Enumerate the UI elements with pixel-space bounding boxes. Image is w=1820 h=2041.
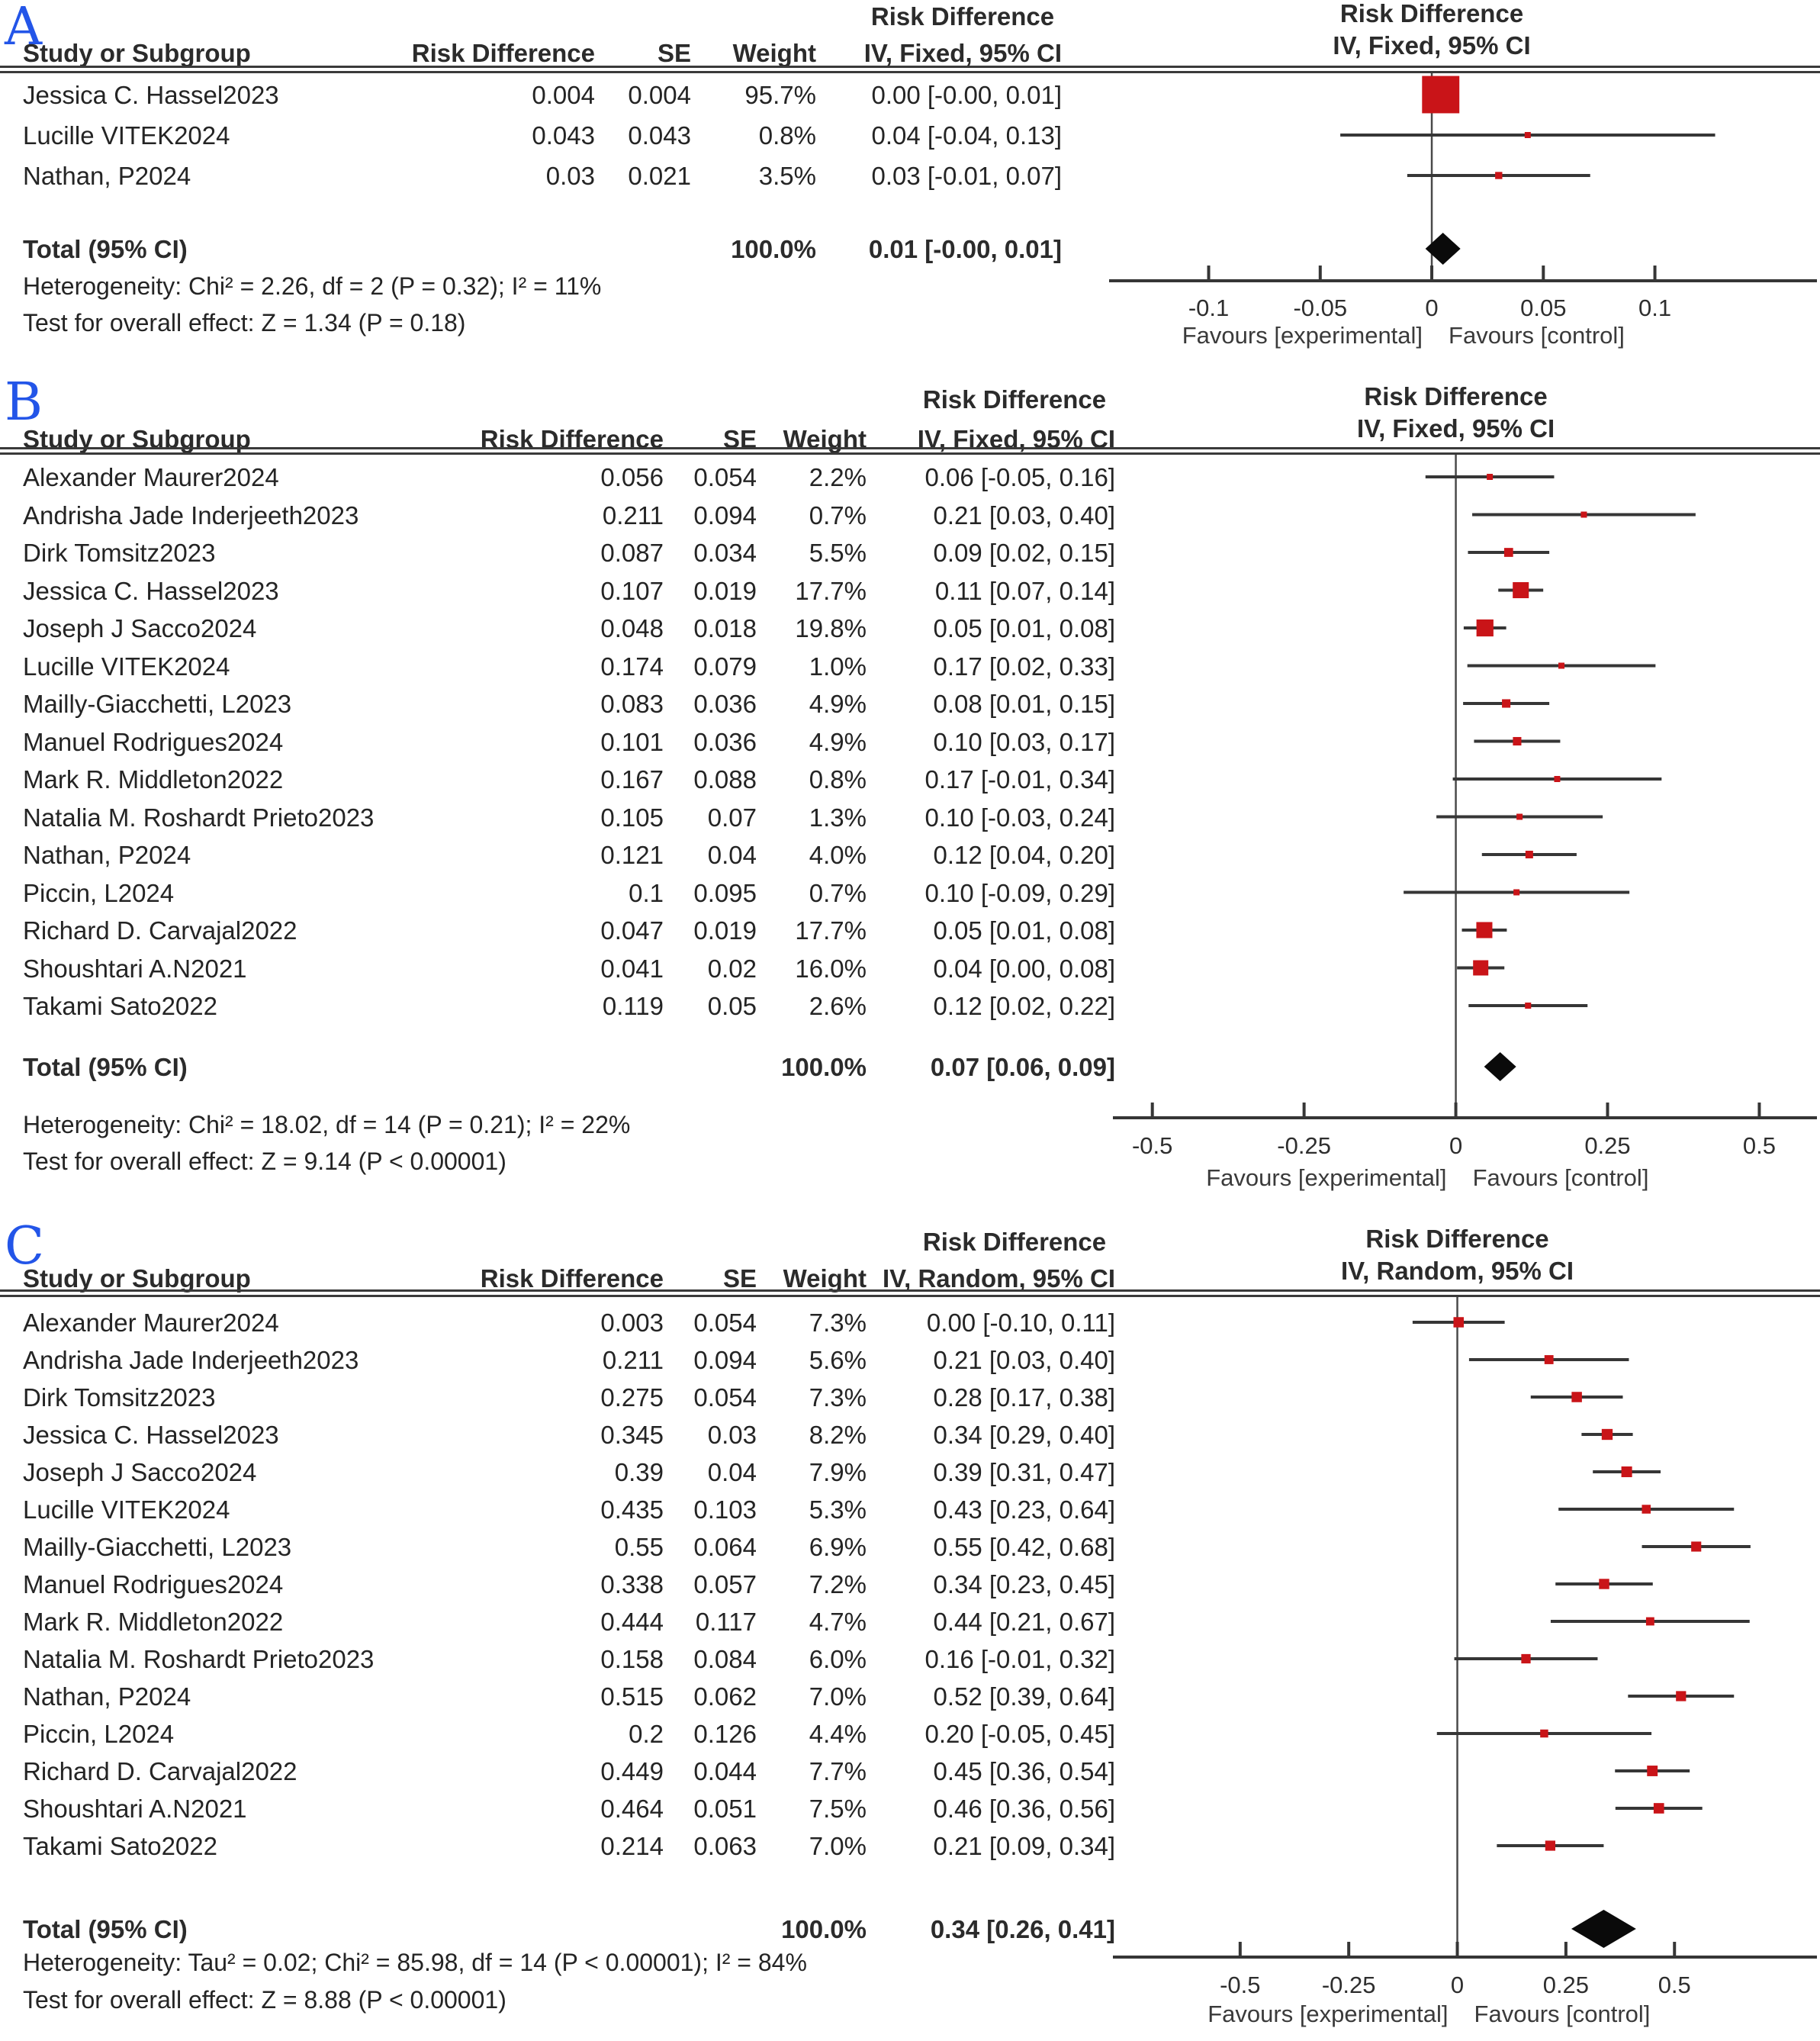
weight-value: 4.7% <box>809 1608 867 1636</box>
study-name: Dirk Tomsitz2023 <box>23 1383 216 1412</box>
se-value: 0.079 <box>693 652 757 681</box>
ci-text-value: 0.17 [0.02, 0.33] <box>933 652 1115 681</box>
overall-effect-text: Test for overall effect: Z = 8.88 (P < 0.00001) <box>23 1986 506 2014</box>
effect-marker <box>1513 582 1529 598</box>
study-name: Richard D. Carvajal2022 <box>23 1757 297 1785</box>
risk-difference-value: 0.056 <box>600 463 664 491</box>
se-value: 0.057 <box>693 1570 757 1598</box>
summary-diamond <box>1484 1052 1516 1081</box>
weight-value: 8.2% <box>809 1421 867 1449</box>
ci-text-value: 0.09 [0.02, 0.15] <box>933 539 1115 567</box>
effect-marker <box>1599 1579 1609 1589</box>
risk-difference-value: 0.158 <box>600 1645 664 1673</box>
ci-text-value: 0.05 [0.01, 0.08] <box>933 614 1115 642</box>
total-ci: 0.07 [0.06, 0.09] <box>930 1053 1115 1081</box>
favours-left-label: Favours [experimental] <box>1206 1164 1447 1191</box>
risk-difference-value: 0.101 <box>600 727 664 756</box>
effect-marker <box>1525 132 1531 138</box>
study-name: Shoushtari A.N2021 <box>23 1795 247 1823</box>
effect-marker <box>1580 512 1587 518</box>
ci-text-value: 0.03 [-0.01, 0.07] <box>871 162 1062 190</box>
effect-marker <box>1473 961 1488 976</box>
weight-value: 0.8% <box>809 765 867 794</box>
axis-tick-label: -0.5 <box>1131 1132 1173 1159</box>
effect-marker <box>1502 699 1510 707</box>
weight-value: 5.6% <box>809 1346 867 1374</box>
axis-tick-label: 0 <box>1449 1132 1463 1159</box>
effect-marker <box>1622 1466 1632 1477</box>
effect-marker <box>1504 548 1513 557</box>
ci-text-value: 0.21 [0.03, 0.40] <box>933 501 1115 530</box>
effect-marker <box>1525 1003 1531 1009</box>
weight-value: 6.9% <box>809 1533 867 1561</box>
weight-value: 2.2% <box>809 463 867 491</box>
heterogeneity-text: Heterogeneity: Chi² = 2.26, df = 2 (P = 0.32); I² = 11% <box>23 272 602 300</box>
study-name: Mark R. Middleton2022 <box>23 1608 284 1636</box>
weight-value: 0.7% <box>809 501 867 530</box>
risk-difference-value: 0.043 <box>532 121 595 150</box>
ci-text-value: 0.08 [0.01, 0.15] <box>933 690 1115 718</box>
se-value: 0.021 <box>628 162 691 190</box>
axis-tick-label: -0.25 <box>1321 1972 1376 1998</box>
se-value: 0.018 <box>693 614 757 642</box>
study-name: Piccin, L2024 <box>23 1720 175 1748</box>
weight-value: 17.7% <box>795 916 867 945</box>
column-header-weight: Weight <box>732 39 816 67</box>
se-value: 0.054 <box>693 1383 757 1412</box>
favours-left-label: Favours [experimental] <box>1207 2001 1449 2027</box>
effect-marker <box>1422 76 1459 114</box>
study-name: Jessica C. Hassel2023 <box>23 1421 279 1449</box>
total-weight: 100.0% <box>781 1915 867 1943</box>
effect-marker <box>1477 620 1494 636</box>
study-name: Nathan, P2024 <box>23 841 191 869</box>
ci-text-value: 0.10 [-0.03, 0.24] <box>924 803 1115 832</box>
total-ci: 0.01 [-0.00, 0.01] <box>868 235 1062 263</box>
study-name: Piccin, L2024 <box>23 878 175 907</box>
ci-text-value: 0.46 [0.36, 0.56] <box>933 1795 1115 1823</box>
panel-letter: A <box>5 0 43 57</box>
study-name: Mailly-Giacchetti, L2023 <box>23 1533 292 1561</box>
study-name: Mark R. Middleton2022 <box>23 765 284 794</box>
se-value: 0.019 <box>693 916 757 945</box>
axis-tick-label: -0.1 <box>1188 295 1230 321</box>
ci-text-value: 0.34 [0.23, 0.45] <box>933 1570 1115 1598</box>
risk-difference-value: 0.004 <box>532 81 595 109</box>
se-value: 0.07 <box>707 803 757 832</box>
ci-text-value: 0.00 [-0.00, 0.01] <box>871 81 1062 109</box>
risk-difference-value: 0.083 <box>600 690 664 718</box>
risk-difference-value: 0.275 <box>600 1383 664 1412</box>
ci-text-value: 0.12 [0.02, 0.22] <box>933 992 1115 1020</box>
favours-right-label: Favours [control] <box>1449 322 1625 349</box>
effect-marker <box>1516 814 1523 820</box>
column-header-weight: Weight <box>783 1264 867 1293</box>
ci-text-value: 0.28 [0.17, 0.38] <box>933 1383 1115 1412</box>
weight-value: 7.7% <box>809 1757 867 1785</box>
forest-plot-canvas <box>1110 366 1820 1213</box>
weight-value: 6.0% <box>809 1645 867 1673</box>
axis-tick-label: 0 <box>1450 1972 1465 1998</box>
effect-marker <box>1545 1355 1554 1364</box>
ci-text-value: 0.39 [0.31, 0.47] <box>933 1458 1115 1486</box>
se-value: 0.063 <box>693 1832 757 1860</box>
ci-text-value: 0.21 [0.03, 0.40] <box>933 1346 1115 1374</box>
risk-difference-value: 0.435 <box>600 1495 664 1524</box>
table-effect-header: Risk Difference <box>922 1228 1107 1256</box>
column-header-weight: Weight <box>783 425 867 453</box>
weight-value: 0.7% <box>809 878 867 907</box>
column-header-study: Study or Subgroup <box>23 1264 251 1293</box>
risk-difference-value: 0.107 <box>600 576 664 605</box>
se-value: 0.05 <box>707 992 757 1020</box>
study-name: Jessica C. Hassel2023 <box>23 576 279 605</box>
total-label: Total (95% CI) <box>23 1053 188 1081</box>
risk-difference-value: 0.338 <box>600 1570 664 1598</box>
ci-text-value: 0.04 [-0.04, 0.13] <box>871 121 1062 150</box>
se-value: 0.088 <box>693 765 757 794</box>
weight-value: 16.0% <box>795 954 867 983</box>
risk-difference-value: 0.105 <box>600 803 664 832</box>
weight-value: 4.0% <box>809 841 867 869</box>
risk-difference-value: 0.03 <box>545 162 595 190</box>
axis-tick-label: 0.05 <box>1520 295 1567 321</box>
study-name: Manuel Rodrigues2024 <box>23 1570 284 1598</box>
table-effect-header: Risk Difference <box>870 2 1055 31</box>
plot-effect-header: Risk Difference <box>1365 1225 1549 1253</box>
effect-marker <box>1554 776 1560 782</box>
column-header-ci: IV, Fixed, 95% CI <box>863 39 1062 67</box>
weight-value: 7.3% <box>809 1383 867 1412</box>
table-effect-header: Risk Difference <box>922 385 1107 414</box>
risk-difference-value: 0.087 <box>600 539 664 567</box>
risk-difference-value: 0.174 <box>600 652 664 681</box>
ci-text-value: 0.52 [0.39, 0.64] <box>933 1682 1115 1711</box>
se-value: 0.04 <box>707 841 757 869</box>
effect-marker <box>1487 474 1493 480</box>
ci-text-value: 0.10 [0.03, 0.17] <box>933 727 1115 756</box>
effect-marker <box>1676 1691 1686 1701</box>
se-value: 0.094 <box>693 1346 757 1374</box>
axis-tick-label: -0.5 <box>1220 1972 1261 1998</box>
plot-method-header: IV, Random, 95% CI <box>1341 1257 1574 1285</box>
axis-tick-label: 0.1 <box>1638 295 1672 321</box>
effect-marker <box>1642 1505 1651 1514</box>
effect-marker <box>1453 1317 1464 1328</box>
weight-value: 19.8% <box>795 614 867 642</box>
study-name: Mailly-Giacchetti, L2023 <box>23 690 292 718</box>
study-name: Manuel Rodrigues2024 <box>23 727 284 756</box>
effect-marker <box>1513 737 1521 745</box>
se-value: 0.019 <box>693 576 757 605</box>
axis-tick-label: -0.25 <box>1277 1132 1331 1159</box>
effect-marker <box>1571 1392 1582 1402</box>
weight-value: 95.7% <box>744 81 816 109</box>
ci-text-value: 0.12 [0.04, 0.20] <box>933 841 1115 869</box>
ci-text-value: 0.06 [-0.05, 0.16] <box>924 463 1115 491</box>
column-header-se: SE <box>722 1264 757 1293</box>
effect-marker <box>1691 1541 1701 1551</box>
se-value: 0.036 <box>693 690 757 718</box>
total-label: Total (95% CI) <box>23 1915 188 1943</box>
ci-text-value: 0.11 [0.07, 0.14] <box>934 576 1115 605</box>
se-value: 0.095 <box>693 878 757 907</box>
effect-marker <box>1495 172 1502 179</box>
ci-text-value: 0.00 [-0.10, 0.11] <box>926 1309 1115 1337</box>
study-name: Richard D. Carvajal2022 <box>23 916 297 945</box>
study-name: Lucille VITEK2024 <box>23 1495 230 1524</box>
risk-difference-value: 0.444 <box>600 1608 664 1636</box>
risk-difference-value: 0.515 <box>600 1682 664 1711</box>
total-label: Total (95% CI) <box>23 235 188 263</box>
weight-value: 17.7% <box>795 576 867 605</box>
weight-value: 3.5% <box>758 162 816 190</box>
risk-difference-value: 0.345 <box>600 1421 664 1449</box>
se-value: 0.064 <box>693 1533 757 1561</box>
study-name: Dirk Tomsitz2023 <box>23 539 216 567</box>
ci-text-value: 0.16 [-0.01, 0.32] <box>924 1645 1115 1673</box>
ci-text-value: 0.55 [0.42, 0.68] <box>933 1533 1115 1561</box>
ci-text-value: 0.05 [0.01, 0.08] <box>933 916 1115 945</box>
risk-difference-value: 0.464 <box>600 1795 664 1823</box>
weight-value: 7.0% <box>809 1682 867 1711</box>
weight-value: 5.3% <box>809 1495 867 1524</box>
study-name: Lucille VITEK2024 <box>23 121 230 150</box>
effect-marker <box>1558 663 1564 669</box>
se-value: 0.094 <box>693 501 757 530</box>
effect-marker <box>1526 851 1533 858</box>
column-header-study: Study or Subgroup <box>23 39 251 67</box>
effect-marker <box>1647 1766 1658 1776</box>
column-header-se: SE <box>722 425 757 453</box>
panel-letter: B <box>5 372 43 433</box>
study-name: Lucille VITEK2024 <box>23 652 230 681</box>
heterogeneity-text: Heterogeneity: Chi² = 18.02, df = 14 (P = 0.21); I² = 22% <box>23 1111 631 1138</box>
risk-difference-value: 0.449 <box>600 1757 664 1785</box>
study-name: Natalia M. Roshardt Prieto2023 <box>23 803 375 832</box>
weight-value: 7.3% <box>809 1309 867 1337</box>
study-name: Alexander Maurer2024 <box>23 463 279 491</box>
se-value: 0.044 <box>693 1757 757 1785</box>
risk-difference-value: 0.211 <box>602 501 664 530</box>
weight-value: 4.4% <box>809 1720 867 1748</box>
weight-value: 7.2% <box>809 1570 867 1598</box>
se-value: 0.004 <box>628 81 691 109</box>
favours-right-label: Favours [control] <box>1474 2001 1651 2027</box>
forest-panel-a <box>0 0 1820 359</box>
se-value: 0.043 <box>628 121 691 150</box>
axis-tick-label: 0.5 <box>1658 1972 1691 1998</box>
risk-difference-value: 0.211 <box>602 1346 664 1374</box>
ci-text-value: 0.34 [0.29, 0.40] <box>933 1421 1115 1449</box>
risk-difference-value: 0.1 <box>629 878 664 907</box>
study-name: Joseph J Sacco2024 <box>23 614 257 642</box>
study-name: Nathan, P2024 <box>23 1682 191 1711</box>
se-value: 0.04 <box>707 1458 757 1486</box>
effect-marker <box>1545 1840 1555 1850</box>
study-name: Takami Sato2022 <box>23 992 217 1020</box>
study-name: Alexander Maurer2024 <box>23 1309 279 1337</box>
column-header-ci: IV, Random, 95% CI <box>882 1264 1115 1293</box>
se-value: 0.054 <box>693 463 757 491</box>
column-header-se: SE <box>657 39 691 67</box>
panel-letter: C <box>5 1216 45 1276</box>
effect-marker <box>1521 1654 1530 1663</box>
weight-value: 2.6% <box>809 992 867 1020</box>
se-value: 0.034 <box>693 539 757 567</box>
overall-effect-text: Test for overall effect: Z = 1.34 (P = 0.18) <box>23 309 466 336</box>
overall-effect-text: Test for overall effect: Z = 9.14 (P < 0.00001) <box>23 1148 506 1175</box>
favours-right-label: Favours [control] <box>1472 1164 1649 1191</box>
axis-tick-label: 0.25 <box>1542 1972 1590 1998</box>
weight-value: 7.5% <box>809 1795 867 1823</box>
ci-text-value: 0.20 [-0.05, 0.45] <box>924 1720 1115 1748</box>
risk-difference-value: 0.047 <box>600 916 664 945</box>
heterogeneity-text: Heterogeneity: Tau² = 0.02; Chi² = 85.98, df = 14 (P < 0.00001); I² = 84% <box>23 1949 807 1976</box>
risk-difference-value: 0.214 <box>600 1832 664 1860</box>
study-name: Joseph J Sacco2024 <box>23 1458 257 1486</box>
se-value: 0.03 <box>707 1421 757 1449</box>
risk-difference-value: 0.003 <box>600 1309 664 1337</box>
plot-method-header: IV, Fixed, 95% CI <box>1333 31 1531 60</box>
forest-plot-canvas <box>1110 1221 1820 2041</box>
ci-text-value: 0.45 [0.36, 0.54] <box>933 1757 1115 1785</box>
column-header-risk-difference: Risk Difference <box>480 1264 664 1293</box>
study-name: Jessica C. Hassel2023 <box>23 81 279 109</box>
weight-value: 5.5% <box>809 539 867 567</box>
axis-tick-label: -0.05 <box>1293 295 1348 321</box>
plot-method-header: IV, Fixed, 95% CI <box>1356 414 1555 443</box>
ci-text-value: 0.43 [0.23, 0.64] <box>933 1495 1115 1524</box>
plot-effect-header: Risk Difference <box>1339 0 1524 27</box>
se-value: 0.126 <box>693 1720 757 1748</box>
study-name: Andrisha Jade Inderjeeth2023 <box>23 1346 359 1374</box>
risk-difference-value: 0.39 <box>614 1458 664 1486</box>
risk-difference-value: 0.2 <box>629 1720 664 1748</box>
column-header-ci: IV, Fixed, 95% CI <box>917 425 1115 453</box>
study-name: Andrisha Jade Inderjeeth2023 <box>23 501 359 530</box>
risk-difference-value: 0.167 <box>600 765 664 794</box>
effect-marker <box>1513 890 1519 896</box>
column-header-risk-difference: Risk Difference <box>411 39 595 67</box>
weight-value: 1.3% <box>809 803 867 832</box>
ci-text-value: 0.04 [0.00, 0.08] <box>933 954 1115 983</box>
total-weight: 100.0% <box>731 235 816 263</box>
summary-diamond <box>1571 1910 1636 1948</box>
se-value: 0.062 <box>693 1682 757 1711</box>
study-name: Natalia M. Roshardt Prieto2023 <box>23 1645 375 1673</box>
ci-text-value: 0.10 [-0.09, 0.29] <box>924 878 1115 907</box>
forest-panel-c <box>0 1216 1820 2041</box>
se-value: 0.054 <box>693 1309 757 1337</box>
plot-effect-header: Risk Difference <box>1364 382 1548 410</box>
axis-tick-label: 0.5 <box>1742 1132 1776 1159</box>
effect-marker <box>1476 922 1492 938</box>
weight-value: 4.9% <box>809 690 867 718</box>
summary-diamond <box>1426 233 1461 265</box>
se-value: 0.036 <box>693 727 757 756</box>
risk-difference-value: 0.041 <box>600 954 664 983</box>
column-header-study: Study or Subgroup <box>23 425 251 453</box>
se-value: 0.084 <box>693 1645 757 1673</box>
weight-value: 0.8% <box>758 121 816 150</box>
ci-text-value: 0.17 [-0.01, 0.34] <box>924 765 1115 794</box>
weight-value: 7.0% <box>809 1832 867 1860</box>
total-weight: 100.0% <box>781 1053 867 1081</box>
effect-marker <box>1646 1618 1654 1626</box>
axis-tick-label: 0.25 <box>1584 1132 1631 1159</box>
effect-marker <box>1654 1803 1664 1814</box>
risk-difference-value: 0.121 <box>600 841 664 869</box>
weight-value: 7.9% <box>809 1458 867 1486</box>
column-header-risk-difference: Risk Difference <box>480 425 664 453</box>
weight-value: 4.9% <box>809 727 867 756</box>
study-name: Nathan, P2024 <box>23 162 191 190</box>
se-value: 0.103 <box>693 1495 757 1524</box>
se-value: 0.051 <box>693 1795 757 1823</box>
effect-marker <box>1602 1429 1613 1440</box>
risk-difference-value: 0.55 <box>614 1533 664 1561</box>
weight-value: 1.0% <box>809 652 867 681</box>
ci-text-value: 0.44 [0.21, 0.67] <box>933 1608 1115 1636</box>
axis-tick-label: 0 <box>1425 295 1439 321</box>
effect-marker <box>1540 1730 1548 1737</box>
favours-left-label: Favours [experimental] <box>1182 322 1423 349</box>
risk-difference-value: 0.048 <box>600 614 664 642</box>
total-ci: 0.34 [0.26, 0.41] <box>930 1915 1115 1943</box>
se-value: 0.117 <box>695 1608 757 1636</box>
study-name: Takami Sato2022 <box>23 1832 217 1860</box>
risk-difference-value: 0.119 <box>602 992 664 1020</box>
study-name: Shoushtari A.N2021 <box>23 954 247 983</box>
forest-plot-canvas <box>1106 0 1820 359</box>
forest-panel-b <box>0 366 1820 1213</box>
se-value: 0.02 <box>707 954 757 983</box>
ci-text-value: 0.21 [0.09, 0.34] <box>933 1832 1115 1860</box>
